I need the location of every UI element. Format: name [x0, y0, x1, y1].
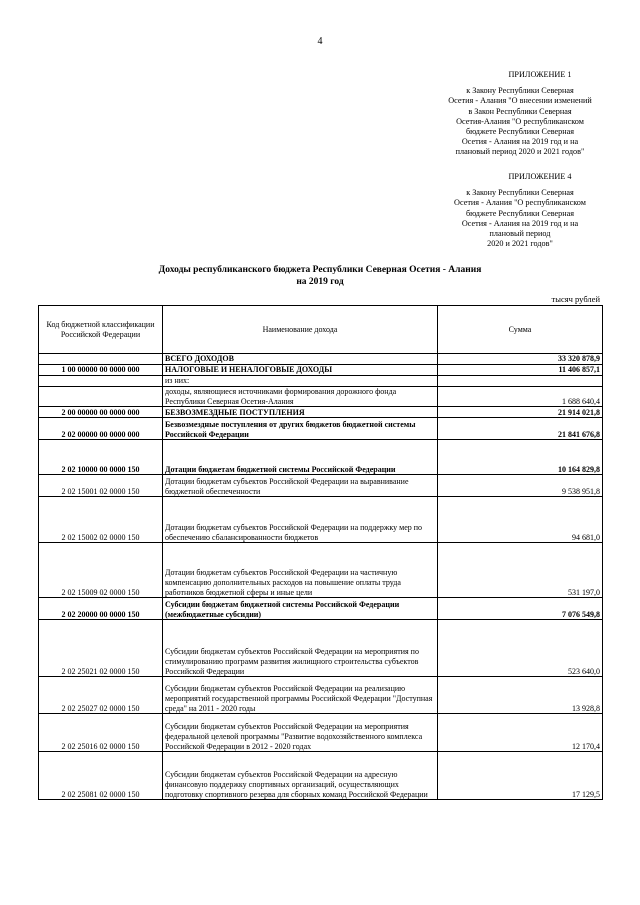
appendix-4-line: Осетия - Алания на 2019 год и на: [461, 218, 579, 228]
header-name: Наименование дохода: [163, 306, 438, 354]
name-cell: из них:: [163, 376, 438, 387]
table-row: [39, 620, 603, 677]
appendix-1-heading: ПРИЛОЖЕНИЕ 1: [508, 70, 572, 79]
sum-cell: 13 928,8: [438, 677, 603, 714]
sum-cell: 21 914 021,8: [438, 407, 603, 418]
code-cell: 2 02 15009 02 0000 150: [39, 543, 163, 598]
name-cell: Субсидии бюджетам субъектов Российской Федерации на реализацию мероприятий государственной программы Российской Федерации "Доступная среда" на 2011 - 2020 годы: [163, 677, 438, 714]
sum-cell: [438, 376, 603, 387]
appendix-1-line: плановый период 2020 и 2021 годов": [455, 147, 585, 157]
appendix-1-line: в Закон Республики Северная: [468, 106, 572, 116]
header-sum: Сумма: [438, 306, 603, 354]
code-cell: 2 02 25081 02 0000 150: [39, 752, 163, 800]
name-cell: Субсидии бюджетам бюджетной системы Российской Федерации (межбюджетные субсидии): [163, 598, 438, 620]
sum-cell: 523 640,0: [438, 620, 603, 677]
sum-cell: 7 076 549,8: [438, 598, 603, 620]
revenue-table: [38, 305, 603, 800]
sum-cell: 17 129,5: [438, 752, 603, 800]
name-cell: Дотации бюджетам субъектов Российской Федерации на частичную компенсацию дополнительных расходов на повышение оплаты труда работников бюджетной сферы и иные цели: [163, 543, 438, 598]
code-cell: 2 02 25016 02 0000 150: [39, 714, 163, 752]
sum-cell: 94 681,0: [438, 497, 603, 543]
appendix-4-line: бюджете Республики Северная: [465, 208, 575, 218]
name-cell: доходы, являющиеся источниками формирования дорожного фонда Республики Северная Осетия-Алания: [163, 387, 438, 407]
sum-cell: 9 538 951,8: [438, 475, 603, 497]
table-row: [39, 354, 603, 365]
name-cell: Безвозмездные поступления от других бюджетов бюджетной системы Российской Федерации: [163, 418, 438, 440]
appendix-1-line: Осетия - Алания "О внесении изменений: [448, 96, 592, 106]
page-number: 4: [317, 36, 323, 47]
code-cell: [39, 354, 163, 365]
table-row: [39, 752, 603, 800]
table-row: [39, 407, 603, 418]
appendix-4-line: 2020 и 2021 годов": [487, 239, 553, 249]
sum-cell: 21 841 676,8: [438, 418, 603, 440]
code-cell: [39, 376, 163, 387]
code-cell: 2 02 25021 02 0000 150: [39, 620, 163, 677]
table-row: [39, 543, 603, 598]
title-line-1: Доходы республиканского бюджета Республики Северная Осетия - Алания: [158, 265, 482, 275]
table-row: [39, 475, 603, 497]
name-cell: Субсидии бюджетам субъектов Российской Федерации на мероприятия по стимулированию программ развития жилищного строительства субъектов Российской Федерации: [163, 620, 438, 677]
code-cell: 2 02 15002 02 0000 150: [39, 497, 163, 543]
code-cell: 2 02 00000 00 0000 000: [39, 418, 163, 440]
table-row: [39, 365, 603, 376]
table-row: [39, 376, 603, 387]
table-header-row: [39, 306, 603, 354]
code-cell: 2 02 25027 02 0000 150: [39, 677, 163, 714]
table-row: [39, 714, 603, 752]
table-row: [39, 497, 603, 543]
table-row: [39, 387, 603, 407]
appendix-1-block: [435, 70, 605, 158]
code-cell: [39, 387, 163, 407]
sum-cell: 531 197,0: [438, 543, 603, 598]
document-title: [60, 264, 580, 288]
name-cell: НАЛОГОВЫЕ И НЕНАЛОГОВЫЕ ДОХОДЫ: [163, 365, 438, 376]
sum-cell: 10 164 829,8: [438, 440, 603, 475]
appendix-1-line: бюджете Республики Северная: [465, 127, 575, 137]
name-cell: ВСЕГО ДОХОДОВ: [163, 354, 438, 365]
table-row: [39, 677, 603, 714]
code-cell: 2 00 00000 00 0000 000: [39, 407, 163, 418]
code-cell: 2 02 10000 00 0000 150: [39, 440, 163, 475]
appendix-1-line: Осетия-Алания "О республиканском: [456, 116, 584, 126]
sum-cell: 11 406 857,1: [438, 365, 603, 376]
code-cell: 1 00 00000 00 0000 000: [39, 365, 163, 376]
appendix-4-line: плановый период: [489, 229, 551, 239]
code-cell: 2 02 15001 02 0000 150: [39, 475, 163, 497]
appendix-4-block: [435, 172, 605, 249]
name-cell: Субсидии бюджетам субъектов Российской Федерации на адресную финансовую поддержку спортивных организаций, осуществляющих подготовку спортивного резерва для сборных команд Российской Федерации: [163, 752, 438, 800]
name-cell: Субсидии бюджетам субъектов Российской Федерации на мероприятия федеральной целевой программы "Развитие водохозяйственного комплекса Российской Федерации в 2012 - 2020 годах: [163, 714, 438, 752]
title-line-2: на 2019 год: [296, 277, 344, 287]
name-cell: БЕЗВОЗМЕЗДНЫЕ ПОСТУПЛЕНИЯ: [163, 407, 438, 418]
name-cell: Дотации бюджетам субъектов Российской Федерации на выравнивание бюджетной обеспеченности: [163, 475, 438, 497]
appendix-4-heading: ПРИЛОЖЕНИЕ 4: [508, 172, 572, 181]
code-cell: 2 02 20000 00 0000 150: [39, 598, 163, 620]
name-cell: Дотации бюджетам бюджетной системы Российской Федерации: [163, 440, 438, 475]
appendix-1-line: Осетия - Алания на 2019 год и на: [461, 137, 579, 147]
sum-cell: 1 688 640,4: [438, 387, 603, 407]
table-row: [39, 418, 603, 440]
header-code: Код бюджетной классификации Российской Федерации: [39, 306, 163, 354]
table-row: [39, 440, 603, 475]
table-body: [39, 354, 603, 800]
units-label: тысяч рублей: [551, 294, 600, 304]
appendix-4-line: к Закону Республики Северная: [466, 188, 574, 198]
sum-cell: 33 320 878,9: [438, 354, 603, 365]
table-row: [39, 598, 603, 620]
appendix-4-line: Осетия - Алания "О республиканском: [454, 198, 586, 208]
sum-cell: 12 170,4: [438, 714, 603, 752]
name-cell: Дотации бюджетам субъектов Российской Федерации на поддержку мер по обеспечению сбалансированности бюджетов: [163, 497, 438, 543]
appendix-1-line: к Закону Республики Северная: [466, 86, 574, 96]
